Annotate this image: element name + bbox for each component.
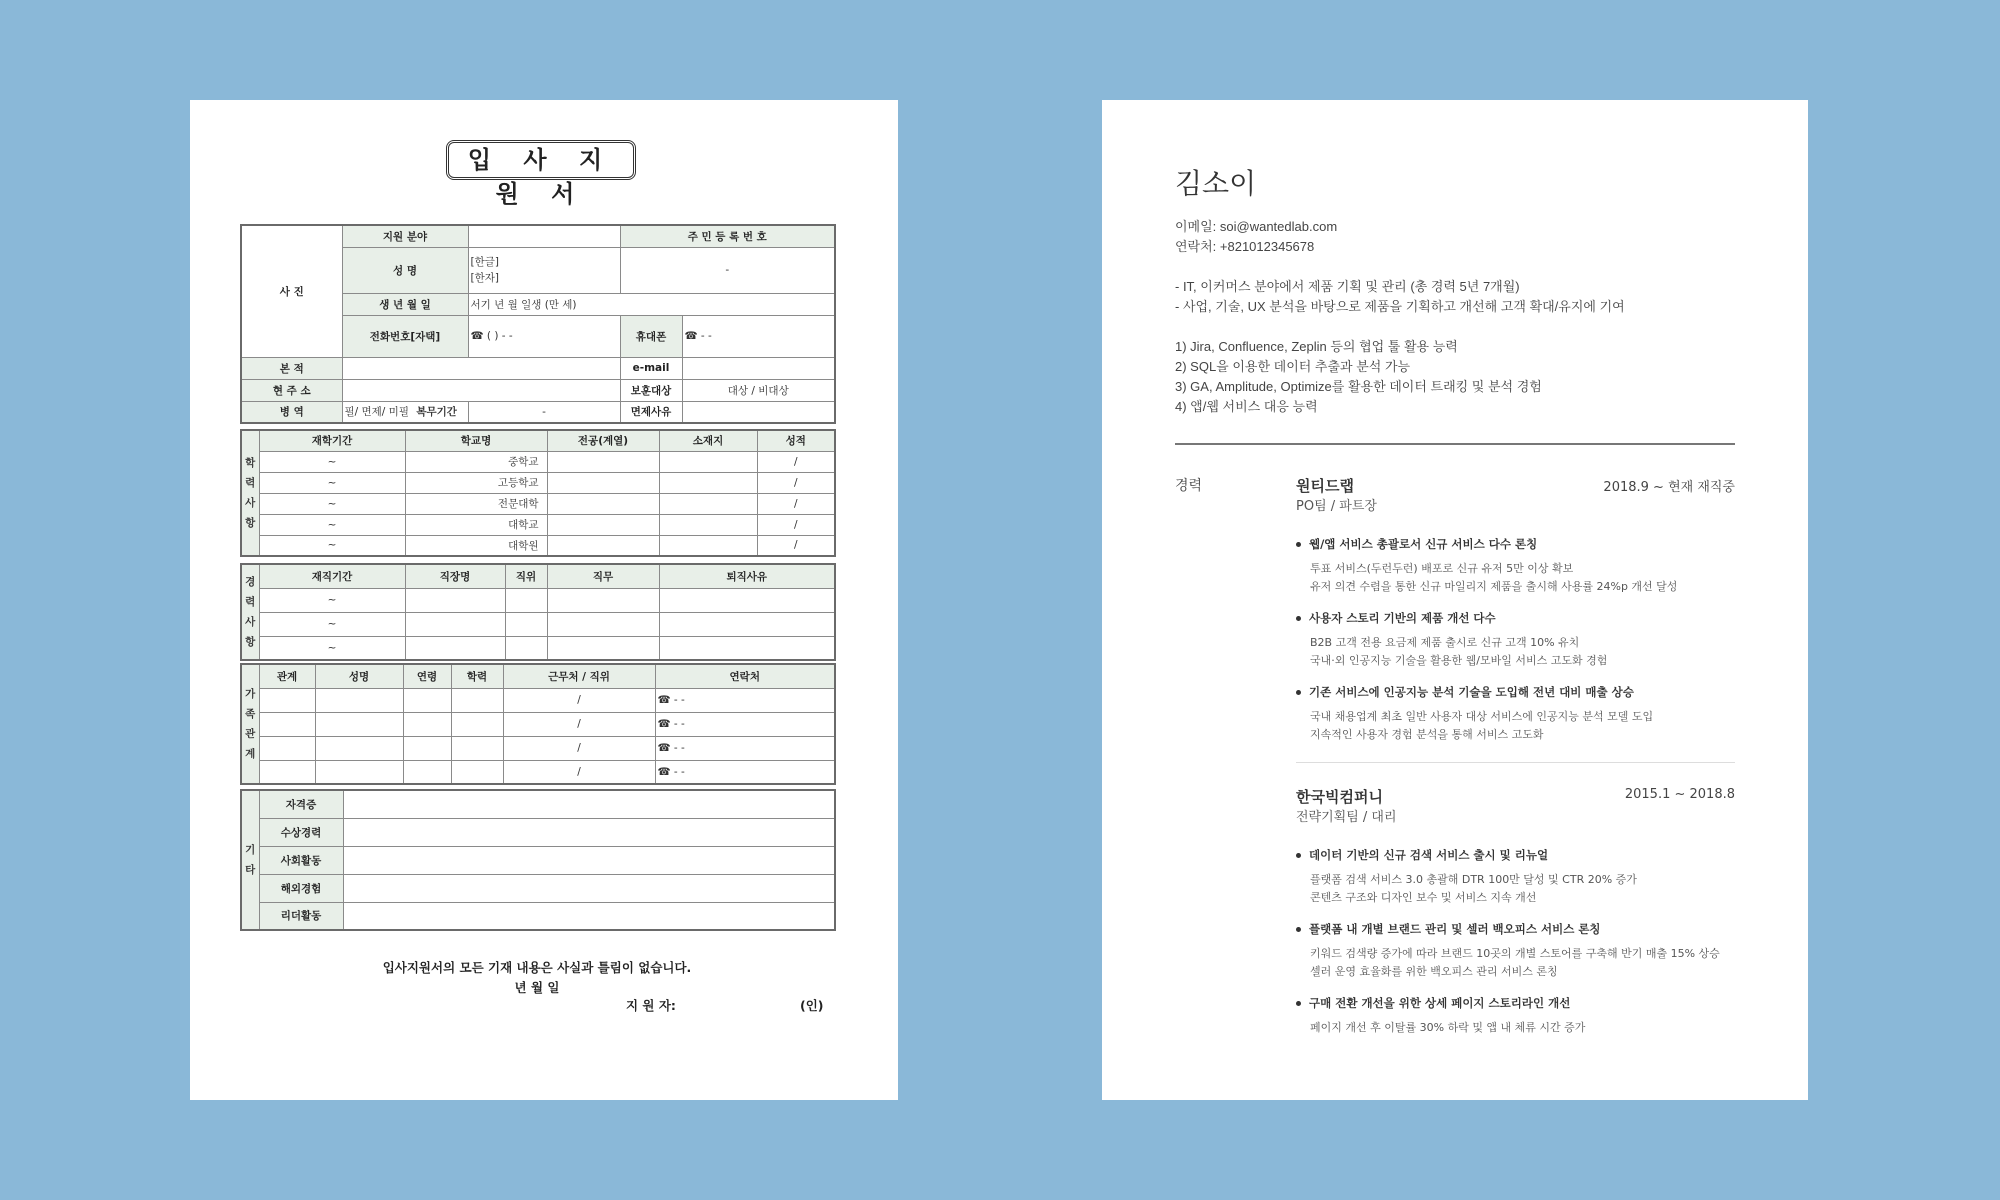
job-bullet-detail: 콘텐츠 구조와 디자인 보수 및 서비스 지속 개선 bbox=[1310, 891, 1537, 904]
edu-school[interactable]: 전문대학 bbox=[405, 493, 547, 514]
mobile-value[interactable]: ☎ - - bbox=[682, 316, 835, 357]
family-table bbox=[240, 663, 836, 785]
skill-line: 4) 앱/웹 서비스 대응 능력 bbox=[1175, 399, 1318, 414]
resume-sheet bbox=[1102, 100, 1808, 1100]
edu-school[interactable]: 대학교 bbox=[405, 514, 547, 535]
job-bullet-title: 사용자 스토리 기반의 제품 개선 다수 bbox=[1309, 611, 1496, 625]
veteran-label: 보훈대상 bbox=[620, 379, 682, 401]
etc-label-awards: 수상경력 bbox=[259, 818, 343, 846]
summary-line: - 사업, 기술, UX 분석을 바탕으로 제품을 기획하고 개선해 고객 확대/유지에 기여 bbox=[1175, 299, 1625, 314]
edu-major[interactable] bbox=[547, 472, 659, 493]
resume-email: 이메일: soi@wantedlab.com bbox=[1175, 219, 1338, 234]
edu-location[interactable] bbox=[659, 535, 757, 556]
career-reason[interactable] bbox=[659, 612, 835, 636]
family-relation[interactable] bbox=[259, 736, 315, 760]
family-row bbox=[241, 736, 835, 760]
applicant-label: 지 원 자: bbox=[626, 998, 676, 1013]
resident-no-label: 주 민 등 록 번 호 bbox=[620, 225, 835, 248]
career-duty[interactable] bbox=[547, 588, 659, 612]
edu-period[interactable]: ~ bbox=[259, 493, 405, 514]
etc-value-social[interactable] bbox=[343, 846, 835, 874]
job-period: 2015.1 ~ 2018.8 bbox=[1624, 787, 1735, 802]
edu-grade[interactable]: / bbox=[757, 493, 835, 514]
family-work[interactable]: / bbox=[503, 688, 655, 712]
edu-header-school: 학교명 bbox=[405, 430, 547, 451]
family-work[interactable]: / bbox=[503, 736, 655, 760]
etc-label-license: 자격증 bbox=[259, 790, 343, 818]
edu-grade[interactable]: / bbox=[757, 451, 835, 472]
family-education[interactable] bbox=[451, 688, 503, 712]
career-period[interactable]: ~ bbox=[259, 612, 405, 636]
exemption-value[interactable] bbox=[682, 401, 835, 423]
family-header-contact: 연락처 bbox=[655, 664, 835, 688]
bullet-dot-icon bbox=[1296, 542, 1301, 547]
career-section-label: 경력 bbox=[1175, 478, 1203, 494]
name-korean: [한글] bbox=[470, 256, 499, 269]
career-row bbox=[241, 612, 835, 636]
career-position[interactable] bbox=[505, 612, 547, 636]
career-company[interactable] bbox=[405, 612, 505, 636]
job-bullet bbox=[1296, 921, 1601, 937]
family-relation[interactable] bbox=[259, 712, 315, 736]
date-line: 년 월 일 bbox=[514, 980, 560, 995]
career-company[interactable] bbox=[405, 636, 505, 660]
edu-row bbox=[241, 535, 835, 556]
job-bullet-title: 플랫폼 내 개별 브랜드 관리 및 셀러 백오피스 서비스 론칭 bbox=[1309, 922, 1601, 936]
family-contact[interactable]: ☎ - - bbox=[655, 736, 835, 760]
career-header-duty: 직무 bbox=[547, 564, 659, 588]
job-role: PO팀 / 파트장 bbox=[1296, 499, 1377, 514]
personal-info-table bbox=[240, 224, 836, 424]
family-header-education: 학력 bbox=[451, 664, 503, 688]
edu-major[interactable] bbox=[547, 493, 659, 514]
military-label: 병 역 bbox=[241, 401, 342, 423]
exemption-label: 면제사유 bbox=[620, 401, 682, 423]
family-education[interactable] bbox=[451, 736, 503, 760]
job-bullet-detail: 국내 채용업계 최초 일반 사용자 대상 서비스에 인공지능 분석 모델 도입 bbox=[1310, 710, 1654, 723]
service-period-label: 복무기간 bbox=[416, 406, 457, 419]
veteran-value[interactable]: 대상 / 비대상 bbox=[682, 379, 835, 401]
career-period[interactable]: ~ bbox=[259, 588, 405, 612]
job-role: 전략기획팀 / 대리 bbox=[1296, 810, 1397, 825]
family-age[interactable] bbox=[403, 736, 451, 760]
domicile-label: 본 적 bbox=[241, 357, 342, 379]
photo-box: 사 진 bbox=[241, 225, 342, 357]
edu-grade[interactable]: / bbox=[757, 472, 835, 493]
job-bullet-detail: 투표 서비스(두런두런) 배포로 신규 유저 5만 이상 확보 bbox=[1310, 562, 1574, 575]
bullet-dot-icon bbox=[1296, 690, 1301, 695]
job-bullet-detail: 키워드 검색량 증가에 따라 브랜드 10곳의 개별 스토어를 구축해 반기 매출 15% 상승 bbox=[1310, 947, 1720, 960]
domicile-value[interactable] bbox=[342, 357, 620, 379]
etc-table bbox=[240, 789, 836, 931]
section-divider bbox=[1175, 443, 1735, 445]
education-table bbox=[240, 429, 836, 557]
career-reason[interactable] bbox=[659, 588, 835, 612]
career-header-position: 직위 bbox=[505, 564, 547, 588]
job-bullet-detail: 페이지 개선 후 이탈률 30% 하락 및 앱 내 체류 시간 증가 bbox=[1310, 1021, 1586, 1034]
edu-row bbox=[241, 472, 835, 493]
name-label: 성 명 bbox=[342, 248, 468, 293]
family-relation[interactable] bbox=[259, 760, 315, 784]
job-bullet-detail: 플랫폼 검색 서비스 3.0 총괄해 DTR 100만 달성 및 CTR 20% 증가 bbox=[1310, 873, 1637, 886]
email-label: e-mail bbox=[620, 357, 682, 379]
bullet-dot-icon bbox=[1296, 927, 1301, 932]
career-duty[interactable] bbox=[547, 612, 659, 636]
job-period: 2018.9 ~ 현재 재직중 bbox=[1603, 480, 1735, 495]
skill-line: 2) SQL을 이용한 데이터 추출과 분석 가능 bbox=[1175, 359, 1411, 374]
declaration-text: 입사지원서의 모든 기재 내용은 사실과 틀림이 없습니다. bbox=[382, 960, 692, 975]
job-bullet-detail: 지속적인 사용자 경험 분석을 통해 서비스 고도화 bbox=[1310, 728, 1544, 741]
family-relation[interactable] bbox=[259, 688, 315, 712]
edu-period[interactable]: ~ bbox=[259, 451, 405, 472]
family-row bbox=[241, 760, 835, 784]
career-duty[interactable] bbox=[547, 636, 659, 660]
family-age[interactable] bbox=[403, 712, 451, 736]
career-header-company: 직장명 bbox=[405, 564, 505, 588]
edu-period[interactable]: ~ bbox=[259, 535, 405, 556]
resume-phone: 연락처: +821012345678 bbox=[1175, 239, 1315, 254]
job-bullet-title: 웹/앱 서비스 총괄로서 신규 서비스 다수 론칭 bbox=[1309, 537, 1538, 551]
edu-school[interactable]: 대학원 bbox=[405, 535, 547, 556]
phone-home-label: 전화번호[자택] bbox=[342, 316, 468, 357]
job-company: 원티드랩 bbox=[1296, 477, 1354, 495]
job-bullet-title: 구매 전환 개선을 위한 상세 페이지 스토리라인 개선 bbox=[1309, 996, 1571, 1010]
etc-label-social: 사회활동 bbox=[259, 846, 343, 874]
name-value[interactable] bbox=[468, 248, 620, 293]
name-hanja: [한자] bbox=[470, 272, 499, 285]
family-row bbox=[241, 712, 835, 736]
family-age[interactable] bbox=[403, 760, 451, 784]
family-row bbox=[241, 688, 835, 712]
birth-label: 생 년 월 일 bbox=[342, 293, 468, 316]
career-reason[interactable] bbox=[659, 636, 835, 660]
family-header-name: 성명 bbox=[315, 664, 403, 688]
edu-header-period: 재학기간 bbox=[259, 430, 405, 451]
edu-period[interactable]: ~ bbox=[259, 514, 405, 535]
career-company[interactable] bbox=[405, 588, 505, 612]
job-separator bbox=[1296, 762, 1735, 763]
military-value[interactable] bbox=[342, 401, 468, 423]
family-age[interactable] bbox=[403, 688, 451, 712]
family-education[interactable] bbox=[451, 760, 503, 784]
job-bullet-title: 데이터 기반의 신규 검색 서비스 출시 및 리뉴얼 bbox=[1309, 848, 1549, 862]
phone-home-value[interactable]: ☎ ( ) - - bbox=[468, 316, 620, 357]
career-header-period: 재직기간 bbox=[259, 564, 405, 588]
etc-side-label: 기타 bbox=[241, 790, 259, 930]
mobile-label: 휴대폰 bbox=[620, 316, 682, 357]
career-row bbox=[241, 588, 835, 612]
etc-label-overseas: 해외경험 bbox=[259, 874, 343, 902]
career-position[interactable] bbox=[505, 636, 547, 660]
edu-grade[interactable]: / bbox=[757, 535, 835, 556]
family-side-label: 가족관계 bbox=[241, 664, 259, 784]
military-options: 필/ 면제/ 미필 bbox=[344, 406, 409, 419]
edu-location[interactable] bbox=[659, 514, 757, 535]
job-bullet-detail: 국내·외 인공지능 기술을 활용한 웹/모바일 서비스 고도화 경험 bbox=[1310, 654, 1608, 667]
edu-period[interactable]: ~ bbox=[259, 472, 405, 493]
email-value[interactable] bbox=[682, 357, 835, 379]
education-side-label: 학력사항 bbox=[241, 430, 259, 556]
application-form-sheet bbox=[190, 100, 898, 1100]
job-bullet bbox=[1296, 610, 1496, 626]
job-bullet bbox=[1296, 536, 1537, 552]
edu-school[interactable]: 고등학교 bbox=[405, 472, 547, 493]
edu-grade[interactable]: / bbox=[757, 514, 835, 535]
family-contact[interactable]: ☎ - - bbox=[655, 760, 835, 784]
job-bullet-detail: B2B 고객 전용 요금제 제품 출시로 신규 고객 10% 유치 bbox=[1310, 636, 1580, 649]
job-bullet bbox=[1296, 847, 1548, 863]
family-header-age: 연령 bbox=[403, 664, 451, 688]
family-name[interactable] bbox=[315, 712, 403, 736]
resident-no-value[interactable]: - bbox=[620, 248, 835, 293]
family-header-work: 근무처 / 직위 bbox=[503, 664, 655, 688]
career-side-label: 경력사항 bbox=[241, 564, 259, 660]
family-name[interactable] bbox=[315, 688, 403, 712]
job-bullet-title: 기존 서비스에 인공지능 분석 기술을 도입해 전년 대비 매출 상승 bbox=[1309, 685, 1634, 699]
edu-header-location: 소재지 bbox=[659, 430, 757, 451]
edu-row bbox=[241, 451, 835, 472]
summary-line: - IT, 이커머스 분야에서 제품 기획 및 관리 (총 경력 5년 7개월) bbox=[1175, 279, 1520, 294]
skill-line: 3) GA, Amplitude, Optimize를 활용한 데이터 트래킹 및 분석 경험 bbox=[1175, 379, 1542, 394]
family-work[interactable]: / bbox=[503, 712, 655, 736]
career-header-reason: 퇴직사유 bbox=[659, 564, 835, 588]
job-bullet-detail: 셀러 운영 효율화를 위한 백오피스 관리 서비스 론칭 bbox=[1310, 965, 1558, 978]
job-bullet-detail: 유저 의견 수렴을 통한 신규 마일리지 제품을 출시해 사용률 24%p 개선 달성 bbox=[1310, 580, 1678, 593]
edu-header-grade: 성적 bbox=[757, 430, 835, 451]
edu-major[interactable] bbox=[547, 514, 659, 535]
bullet-dot-icon bbox=[1296, 616, 1301, 621]
resume-name: 김소이 bbox=[1175, 168, 1257, 199]
form-title: 입 사 지 원 서 bbox=[446, 140, 636, 180]
family-contact[interactable]: ☎ - - bbox=[655, 688, 835, 712]
job-company: 한국빅컴퍼니 bbox=[1296, 788, 1383, 806]
edu-major[interactable] bbox=[547, 535, 659, 556]
career-position[interactable] bbox=[505, 588, 547, 612]
address-value[interactable] bbox=[342, 379, 620, 401]
family-work[interactable]: / bbox=[503, 760, 655, 784]
family-name[interactable] bbox=[315, 760, 403, 784]
edu-major[interactable] bbox=[547, 451, 659, 472]
etc-value-leadership[interactable] bbox=[343, 902, 835, 930]
birth-value[interactable]: 서기 년 월 일생 (만 세) bbox=[468, 293, 835, 316]
bullet-dot-icon bbox=[1296, 1001, 1301, 1006]
career-period[interactable]: ~ bbox=[259, 636, 405, 660]
address-label: 현 주 소 bbox=[241, 379, 342, 401]
family-header-relation: 관계 bbox=[259, 664, 315, 688]
family-name[interactable] bbox=[315, 736, 403, 760]
job-bullet bbox=[1296, 684, 1634, 700]
bullet-dot-icon bbox=[1296, 853, 1301, 858]
etc-value-awards[interactable] bbox=[343, 818, 835, 846]
family-contact[interactable]: ☎ - - bbox=[655, 712, 835, 736]
career-table bbox=[240, 563, 836, 661]
edu-row bbox=[241, 493, 835, 514]
edu-row bbox=[241, 514, 835, 535]
edu-location[interactable] bbox=[659, 472, 757, 493]
etc-value-overseas[interactable] bbox=[343, 874, 835, 902]
etc-value-license[interactable] bbox=[343, 790, 835, 818]
edu-school[interactable]: 중학교 bbox=[405, 451, 547, 472]
skill-line: 1) Jira, Confluence, Zeplin 등의 협업 툴 활용 능력 bbox=[1175, 339, 1458, 354]
apply-field-value[interactable] bbox=[468, 225, 620, 248]
etc-label-leadership: 리더활동 bbox=[259, 902, 343, 930]
edu-location[interactable] bbox=[659, 493, 757, 514]
job-bullet bbox=[1296, 995, 1570, 1011]
seal-label: (인) bbox=[800, 998, 824, 1013]
edu-location[interactable] bbox=[659, 451, 757, 472]
edu-header-major: 전공(계열) bbox=[547, 430, 659, 451]
family-education[interactable] bbox=[451, 712, 503, 736]
career-row bbox=[241, 636, 835, 660]
service-period-value[interactable]: - bbox=[468, 401, 620, 423]
apply-field-label: 지원 분야 bbox=[342, 225, 468, 248]
